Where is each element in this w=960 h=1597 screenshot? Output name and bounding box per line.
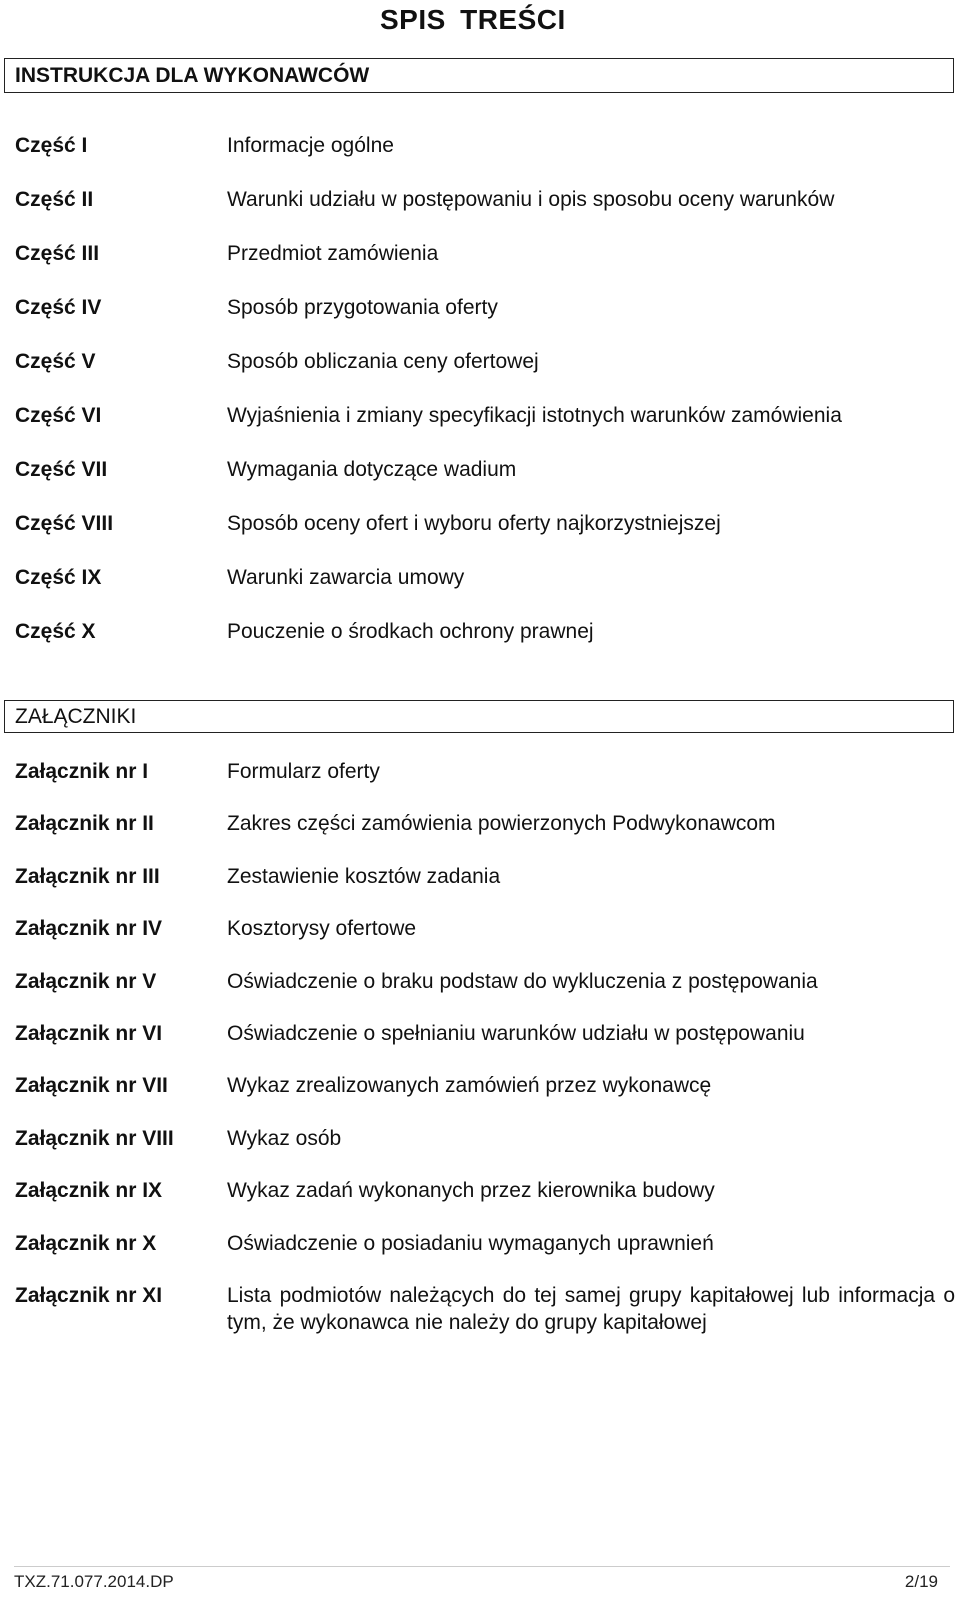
attachment-label: Załącznik nr X	[15, 1231, 157, 1255]
attachment-row	[15, 968, 955, 1020]
part-title: Sposób obliczania ceny ofertowej	[227, 350, 539, 373]
part-row	[15, 564, 955, 618]
part-label: Część VIII	[15, 512, 114, 535]
part-title: Przedmiot zamówienia	[227, 242, 439, 265]
attachment-label: Załącznik nr II	[15, 812, 154, 836]
attachment-title: Kosztorysy ofertowe	[227, 917, 417, 941]
part-row	[15, 132, 955, 186]
part-row	[15, 348, 955, 402]
attachment-title: Zakres części zamówienia powierzonych Podwykonawcom	[227, 812, 776, 836]
part-title: Wyjaśnienia i zmiany specyfikacji istotnych warunków zamówienia	[227, 404, 842, 427]
attachment-title: Formularz oferty	[227, 760, 380, 783]
attachment-label: Załącznik nr IX	[15, 1179, 163, 1203]
attachment-title: Lista podmiotów należących do tej samej grupy kapitałowej lub informacja o tym, że wykonawca nie należy do grupy kapitałowej	[227, 1283, 955, 1334]
part-label: Część X	[15, 620, 96, 643]
attachment-title: Wykaz zadań wykonanych przez kierownika budowy	[227, 1179, 715, 1203]
page-number: 2/19	[904, 1572, 938, 1591]
part-row	[15, 294, 955, 348]
part-title: Sposób oceny ofert i wyboru oferty najkorzystniejszej	[227, 512, 721, 535]
attachments-section-header	[4, 700, 954, 733]
part-row	[15, 402, 955, 456]
attachment-label: Załącznik nr V	[15, 969, 157, 993]
attachment-label: Załącznik nr VI	[15, 1021, 163, 1045]
attachment-row	[15, 1125, 955, 1177]
part-row	[15, 618, 955, 672]
part-label: Część VII	[15, 458, 108, 481]
attachment-row	[15, 1072, 955, 1124]
part-title: Wymagania dotyczące wadium	[227, 458, 517, 481]
attachment-title: Oświadczenie o braku podstaw do wykluczenia z postępowania	[227, 969, 818, 993]
part-title: Informacje ogólne	[227, 134, 394, 157]
page-footer	[0, 1566, 960, 1597]
attachment-title: Zestawienie kosztów zadania	[227, 864, 501, 888]
attachment-row	[15, 1177, 955, 1229]
document-title: SPIS TREŚCI	[380, 4, 566, 35]
attachment-label: Załącznik nr VII	[15, 1074, 168, 1098]
part-row	[15, 240, 955, 294]
document-reference: TXZ.71.077.2014.DP	[14, 1572, 174, 1591]
attachment-title: Wykaz zrealizowanych zamówień przez wykonawcę	[227, 1074, 712, 1098]
attachment-label: Załącznik nr VIII	[15, 1126, 174, 1150]
attachment-row	[15, 1282, 955, 1334]
attachment-title: Oświadczenie o spełnianiu warunków udziału w postępowaniu	[227, 1021, 805, 1045]
part-row	[15, 186, 955, 240]
part-label: Część IX	[15, 566, 102, 589]
footer-divider	[14, 1566, 950, 1567]
attachment-title: Wykaz osób	[227, 1126, 342, 1150]
attachment-label: Załącznik nr I	[15, 760, 149, 783]
attachment-row	[15, 758, 955, 810]
attachment-title: Oświadczenie o posiadaniu wymaganych uprawnień	[227, 1231, 714, 1255]
part-label: Część IV	[15, 296, 102, 319]
part-title: Sposób przygotowania oferty	[227, 296, 498, 319]
part-title: Pouczenie o środkach ochrony prawnej	[227, 620, 594, 643]
attachment-row	[15, 1230, 955, 1282]
part-label: Część V	[15, 350, 96, 373]
part-label: Część III	[15, 242, 100, 265]
attachment-row	[15, 915, 955, 967]
attachment-row	[15, 863, 955, 915]
attachment-label: Załącznik nr XI	[15, 1283, 163, 1307]
attachment-label: Załącznik nr III	[15, 864, 160, 888]
part-title: Warunki udziału w postępowaniu i opis sposobu oceny warunków	[227, 188, 835, 211]
part-row	[15, 456, 955, 510]
part-label: Część I	[15, 134, 88, 157]
part-label: Część VI	[15, 404, 102, 427]
attachment-row	[15, 1020, 955, 1072]
attachment-label: Załącznik nr IV	[15, 917, 163, 941]
attachments-list	[15, 758, 955, 1334]
part-row	[15, 510, 955, 564]
part-title: Warunki zawarcia umowy	[227, 566, 465, 589]
attachments-header-label: ZAŁĄCZNIKI	[15, 705, 137, 728]
attachment-row	[15, 810, 955, 862]
parts-list	[15, 132, 955, 672]
instructions-header-label: INSTRUKCJA DLA WYKONAWCÓW	[15, 64, 370, 87]
instructions-section-header	[4, 58, 954, 93]
part-label: Część II	[15, 188, 94, 211]
